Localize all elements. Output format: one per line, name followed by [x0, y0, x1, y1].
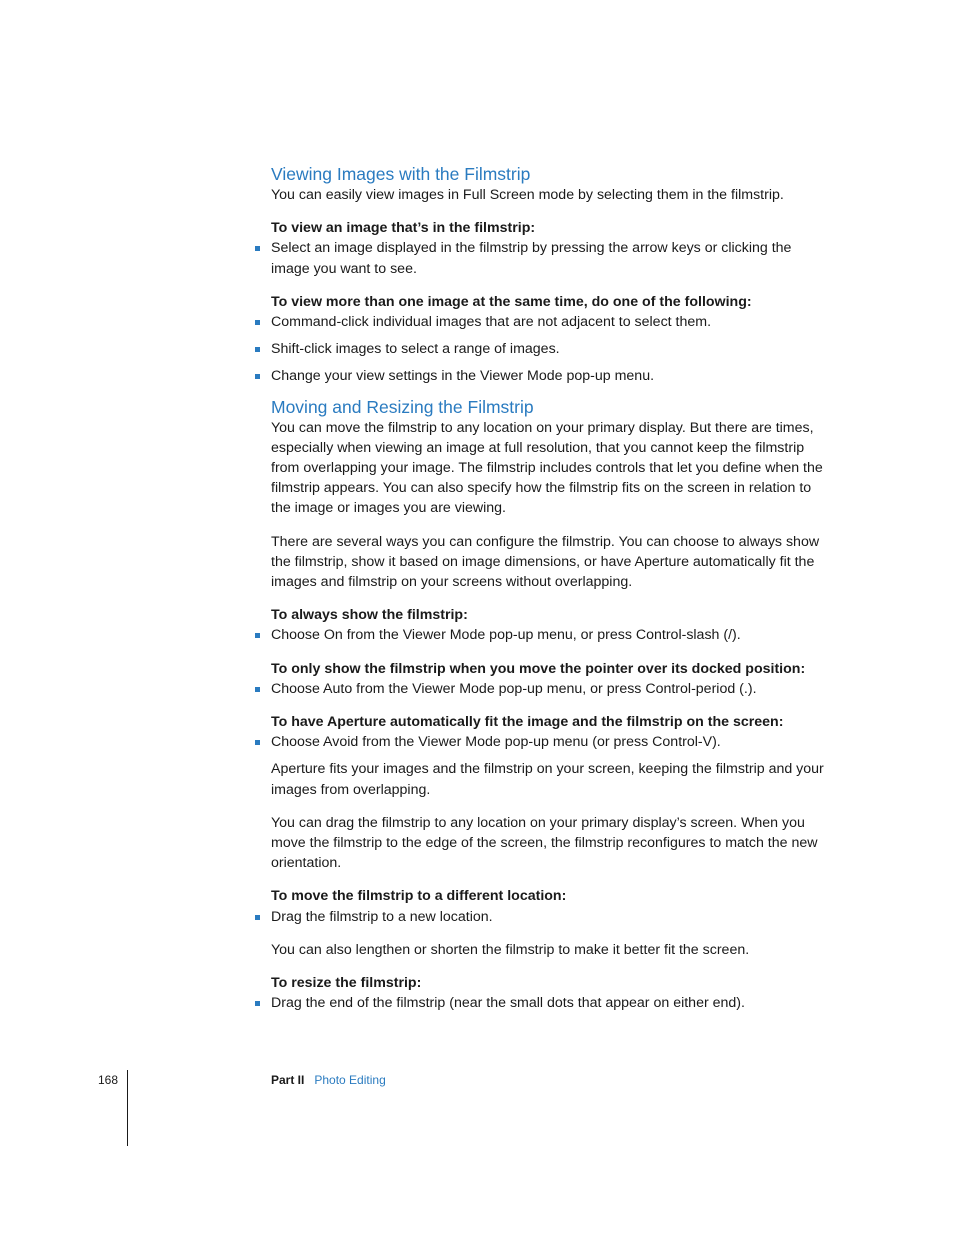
- paragraph: Aperture fits your images and the filmstrip on your screen, keeping the filmstrip and your images from overlapping.: [271, 761, 824, 798]
- list-item: Change your view settings in the Viewer Mode pop-up menu.: [271, 366, 831, 386]
- bullet-list-only-show: [271, 679, 831, 699]
- list-item: Drag the filmstrip to a new location.: [271, 907, 831, 927]
- paragraph: You can also lengthen or shorten the filmstrip to make it better fit the screen.: [271, 941, 750, 958]
- paragraph: You can drag the filmstrip to any location on your primary display’s screen. When you move the filmstrip to the edge of the screen, the filmstrip reconfigures to match the new orientation.: [271, 814, 818, 872]
- paragraph: There are several ways you can configure the filmstrip. You can choose to always show the filmstrip, show it based on image dimensions, or have Aperture automatically fit the images and filmstrip on your screens without overlapping.: [271, 533, 820, 591]
- section-heading-moving: Moving and Resizing the Filmstrip: [271, 396, 534, 417]
- paragraph: You can move the filmstrip to any location on your primary display. But there are times, especially when viewing an image at full resolution, that you cannot keep the filmstrip from overlapping your image. The filmstrip includes controls that let you define when the filmstrip appears. You can also specify how the filmstrip fits on the screen in relation to the image or images you are viewing.: [271, 419, 823, 517]
- bullet-list-always-show: [271, 625, 831, 645]
- task-lead-always-show: To always show the filmstrip:: [271, 607, 468, 624]
- list-item: Choose Auto from the Viewer Mode pop-up menu, or press Control-period (.).: [271, 679, 831, 699]
- task-lead-move: To move the filmstrip to a different location:: [271, 888, 567, 905]
- bullet-list-view-image: [271, 238, 831, 278]
- list-item: Shift-click images to select a range of images.: [271, 339, 831, 359]
- task-lead-view-multiple: To view more than one image at the same time, do one of the following:: [271, 293, 752, 310]
- part-title: Photo Editing: [314, 1073, 386, 1087]
- list-item: Drag the end of the filmstrip (near the small dots that appear on either end).: [271, 993, 831, 1013]
- bullet-list-resize: [271, 993, 831, 1013]
- task-lead-only-show: To only show the filmstrip when you move the pointer over its docked position:: [271, 660, 806, 677]
- part-label: Part II: [271, 1073, 305, 1087]
- list-item: Choose On from the Viewer Mode pop-up menu, or press Control-slash (/).: [271, 625, 831, 645]
- bullet-list-auto-fit: [271, 732, 831, 752]
- section-heading-viewing: Viewing Images with the Filmstrip: [271, 164, 531, 184]
- page-body: [271, 163, 831, 1014]
- list-item: Choose Avoid from the Viewer Mode pop-up menu (or press Control-V).: [271, 732, 831, 752]
- list-item: Select an image displayed in the filmstrip by pressing the arrow keys or clicking the image you want to see.: [271, 238, 831, 278]
- task-lead-view-image: To view an image that’s in the filmstrip:: [271, 220, 536, 237]
- list-item: Command-click individual images that are not adjacent to select them.: [271, 312, 831, 332]
- bullet-list-move: [271, 907, 831, 927]
- task-lead-resize: To resize the filmstrip:: [271, 975, 422, 992]
- page-number: 168: [98, 1073, 119, 1087]
- bullet-list-view-multiple: [271, 312, 831, 387]
- section-intro: You can easily view images in Full Screen mode by selecting them in the filmstrip.: [271, 187, 784, 203]
- task-lead-auto-fit: To have Aperture automatically fit the image and the filmstrip on the screen:: [271, 714, 784, 731]
- footer-divider: [127, 1070, 128, 1146]
- footer-part: [271, 1072, 386, 1088]
